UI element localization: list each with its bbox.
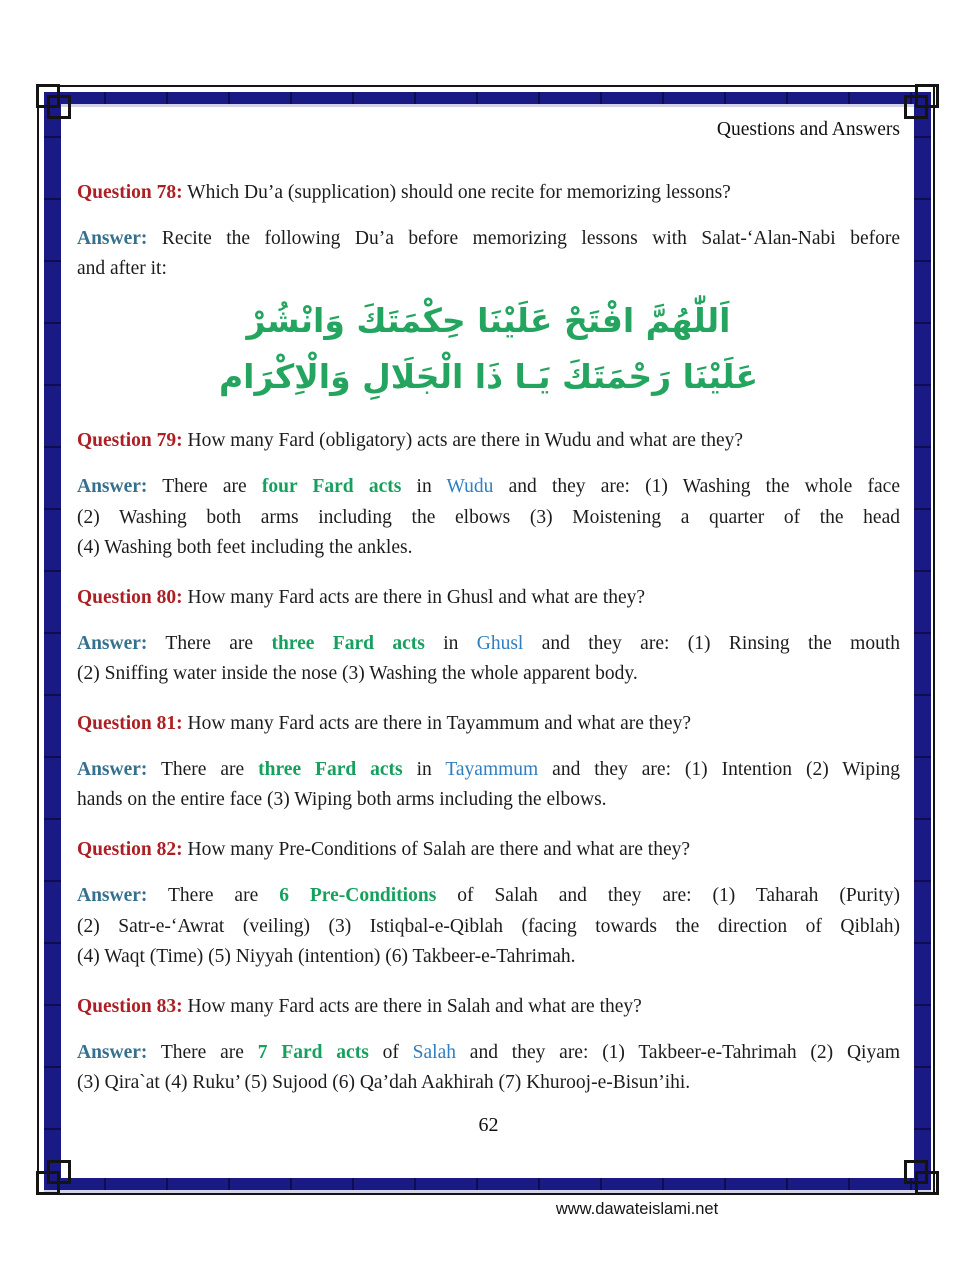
body-text: There are [147,1041,258,1063]
question-label: Question 81: [77,713,183,735]
answer-block [77,472,900,564]
emphasis-text: three Fard acts [271,632,425,654]
body-text: Recite the following Du’a before memorizing lessons with Salat-‘Alan-Nabi before [147,227,900,249]
answer-line [77,472,900,503]
answer-line [77,1038,900,1069]
answer-line [77,1068,900,1099]
body-text: and they are: (1) Washing the whole face [493,475,900,497]
corner-square-icon [47,1160,71,1184]
body-text: (2) Sniffing water inside the nose (3) Washing the whole apparent body. [77,663,638,685]
answer-label: Answer: [77,884,148,906]
body-text: of [368,1041,413,1063]
body-text: How many Fard acts are there in Salah and what are they? [182,995,642,1017]
question-block [77,178,900,209]
question-block [77,583,900,614]
answer-label: Answer: [77,475,148,497]
corner-square-icon [904,95,928,119]
arabic-dua [77,291,900,407]
question-line [77,426,900,457]
body-text: How many Fard acts are there in Ghusl and what are they? [182,586,646,608]
body-text: There are [147,884,280,906]
emphasis-text: four Fard acts [261,475,402,497]
corner-ornament-bottom-left [36,1147,84,1195]
answer-line [77,881,900,912]
question-line [77,709,900,740]
question-block [77,709,900,740]
corner-ornament-bottom-right [891,1147,939,1195]
body-text: in [401,475,447,497]
answer-block [77,629,900,690]
body-text: (4) Washing both feet including the ankles. [77,537,413,559]
emphasis-text: three Fard acts [258,758,403,780]
answer-block [77,881,900,973]
emphasis-text: 7 Fard acts [257,1041,369,1063]
answer-label: Answer: [77,1041,148,1063]
body-text: How many Fard acts are there in Tayammum and what are they? [182,713,691,735]
body-text: of Salah and they are: (1) Taharah (Purity) [436,884,900,906]
question-label: Question 79: [77,430,183,452]
corner-square-icon [904,1160,928,1184]
body-text: and they are: (1) Takbeer-e-Tahrimah (2) Qiyam [456,1041,901,1063]
question-line [77,992,900,1023]
body-text: (3) Qira`at (4) Ruku’ (5) Sujood (6) Qa’dah Aakhirah (7) Khurooj-e-Bisun’ihi. [77,1072,691,1094]
emphasis-text: 6 Pre-Conditions [279,884,437,906]
question-line [77,835,900,866]
question-label: Question 80: [77,586,183,608]
answer-block [77,755,900,816]
answer-label: Answer: [77,632,148,654]
answer-line [77,659,900,690]
border-bar-left [44,92,61,1190]
answer-label: Answer: [77,227,148,249]
body-text: and they are: (1) Intention (2) Wiping [538,758,900,780]
body-text: and they are: (1) Rinsing the mouth [523,632,900,654]
body-text: Which Du’a (supplication) should one recite for memorizing lessons? [182,182,731,203]
term-highlight: Tayammum [445,758,539,780]
body-text: (2) Washing both arms including the elbows (3) Moistening a quarter of the head [77,506,900,528]
body-text: (4) Waqt (Time) (5) Niyyah (intention) (6) Takbeer-e-Tahrimah. [77,946,576,968]
body-text: There are [147,632,272,654]
answer-line [77,224,900,255]
answer-line [77,942,900,973]
body-text: in [424,632,477,654]
answer-block [77,224,900,285]
border-bar-top [44,92,931,104]
qa-area [77,146,900,1137]
answer-line [77,629,900,660]
body-text: and after it: [77,258,167,280]
question-block [77,426,900,457]
body-text: There are [147,475,262,497]
answer-line [77,533,900,564]
answer-line [77,785,900,816]
answer-line [77,912,900,943]
page-number: 62 [478,1114,499,1137]
body-text: There are [147,758,259,780]
body-text: in [402,758,446,780]
border-bar-bottom [44,1178,931,1190]
body-text: hands on the entire face (3) Wiping both arms including the elbows. [77,789,607,811]
answer-line [77,755,900,786]
answer-block [77,1038,900,1099]
term-highlight: Ghusl [476,632,524,654]
arabic-dua-line: عَلَيْنَا رَحْمَتَكَ يَـا ذَا الْجَلَالِ وَالْاِكْرَام [219,357,758,397]
answer-line [77,254,900,285]
corner-square-icon [47,95,71,119]
question-label: Question 83: [77,995,183,1017]
footer-website-link[interactable]: www.dawateislami.net [555,1200,719,1218]
body-text: How many Fard (obligatory) acts are there in Wudu and what are they? [182,430,744,452]
question-label: Question 78: [77,182,183,203]
answer-label: Answer: [77,758,148,780]
running-head: Questions and Answers [716,119,900,140]
question-label: Question 82: [77,839,183,861]
question-line [77,583,900,614]
term-highlight: Wudu [446,475,494,497]
question-block [77,835,900,866]
question-block [77,992,900,1023]
term-highlight: Salah [412,1041,456,1063]
answer-line [77,503,900,534]
arabic-dua-line: اَللّٰهُمَّ افْتَحْ عَلَيْنَا حِكْمَتَكَ وَانْشُرْ [246,301,731,341]
body-text: How many Pre-Conditions of Salah are there and what are they? [182,839,691,861]
body-text: (2) Satr-e-‘Awrat (veiling) (3) Istiqbal-e-Qiblah (facing towards the direction of Qiblah) [77,915,900,937]
border-bar-right [914,92,931,1190]
question-line [77,178,900,209]
